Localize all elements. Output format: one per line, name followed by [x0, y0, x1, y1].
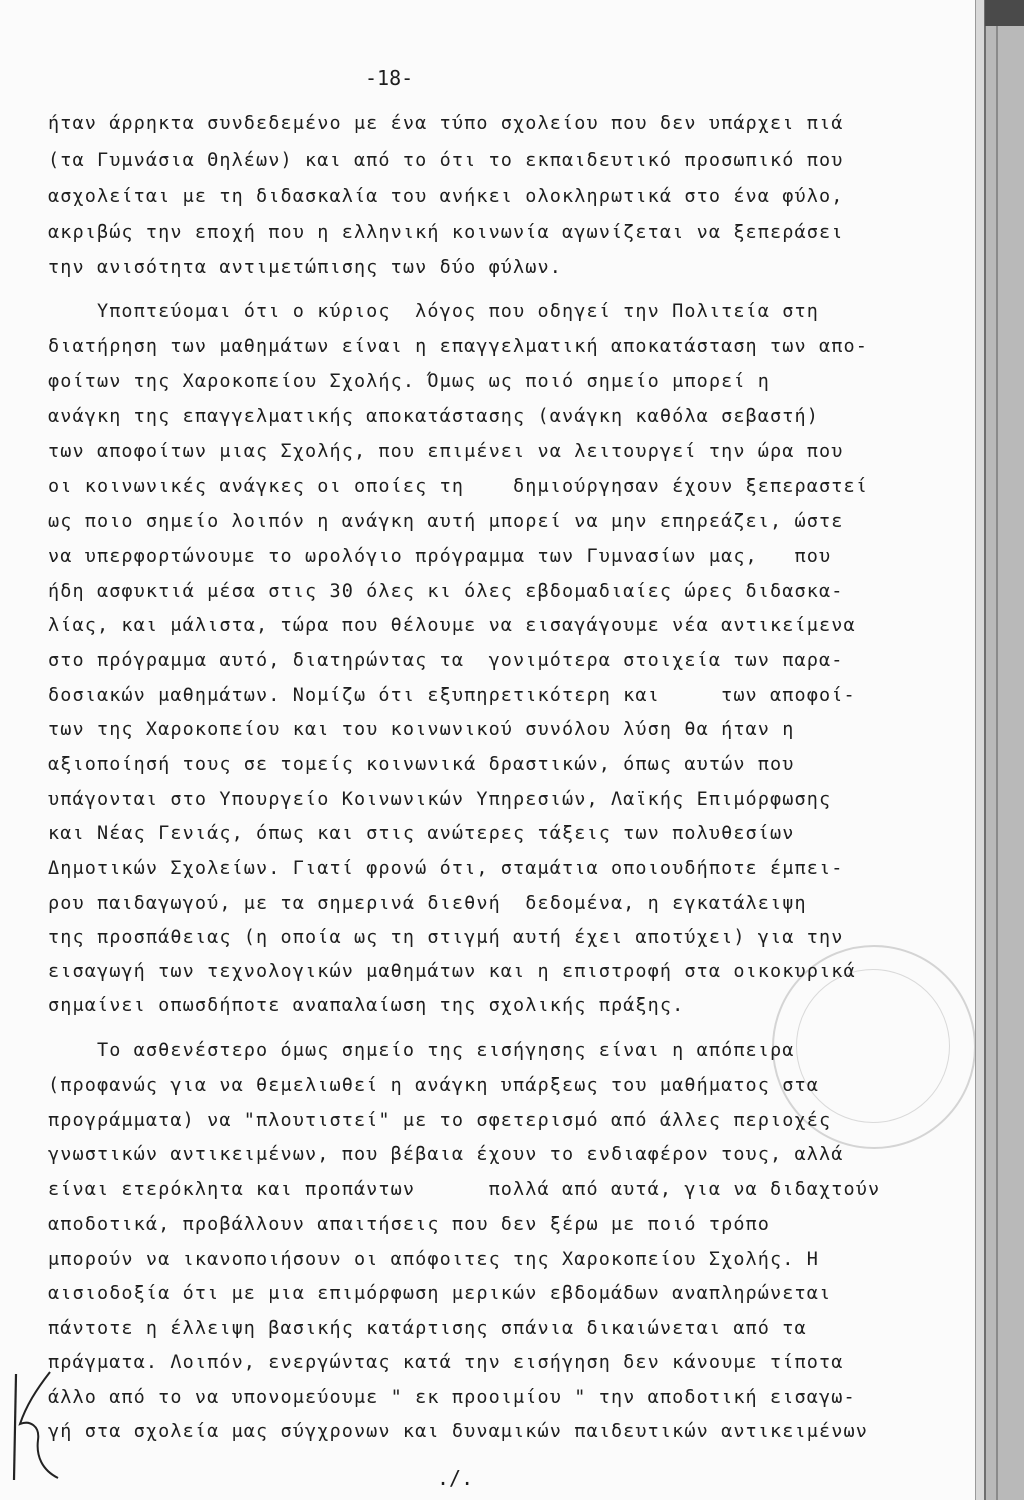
text-line: διατήρηση των μαθημάτων είναι η επαγγελματική αποκατάσταση των απο-	[48, 336, 868, 357]
text-line: ασχολείται με τη διδασκαλία του ανήκει ολοκληρωτικά στο ένα φύλο,	[48, 186, 844, 207]
text-line: φοίτων της Χαροκοπείου Σχολής. Όμως ως ποιό σημείο μπορεί η	[48, 371, 771, 392]
text-line: γή στα σχολεία μας σύγχρονων και δυναμικών παιδευτικών αντικειμένων	[48, 1421, 868, 1442]
text-line: δοσιακών μαθημάτων. Νομίζω ότι εξυπηρετικότερη και των αποφοί-	[48, 685, 856, 706]
text-line: ανάγκη της επαγγελματικής αποκατάστασης (ανάγκη καθόλα σεβαστή)	[48, 406, 819, 427]
binder-corner	[985, 0, 1024, 26]
binder-edge	[984, 0, 1024, 1500]
text-line: ως ποιο σημείο λοιπόν η ανάγκη αυτή μπορεί να μην επηρεάζει, ώστε	[48, 511, 844, 532]
text-line: στο πρόγραμμα αυτό, διατηρώντας τα γονιμότερα στοιχεία των παρα-	[48, 650, 844, 671]
text-line: Δημοτικών Σχολείων. Γιατί φρονώ ότι, σταμάτια οποιουδήποτε έμπει-	[48, 858, 844, 879]
text-line: οι κοινωνικές ανάγκες οι οποίες τη δημιούργησαν έχουν ξεπεραστεί	[48, 476, 868, 497]
text-line: αξιοποίησή τους σε τομείς κοινωνικά δραστικών, όπως αυτών που	[48, 754, 795, 775]
text-line: ήδη ασφυκτιά μέσα στις 30 όλες κι όλες εβδομαδιαίες ώρες διδασκα-	[48, 581, 844, 602]
text-line: αισιοδοξία ότι με μια επιμόρφωση μερικών εβδομάδων αναπληρώνεται	[48, 1283, 832, 1304]
text-line: άλλο από το να υπονομεύουμε " εκ προοιμίου " την αποδοτική εισαγω-	[48, 1387, 856, 1408]
continuation-mark: ./.	[437, 1466, 474, 1490]
page-number: -18-	[365, 66, 414, 90]
text-line: μπορούν να ικανοποιήσουν οι απόφοιτες της Χαροκοπείου Σχολής. Η	[48, 1249, 819, 1270]
text-line: υπάγονται στο Υπουργείο Κοινωνικών Υπηρεσιών, Λαϊκής Επιμόρφωσης	[48, 789, 832, 810]
text-line: ακριβώς την εποχή που η ελληνική κοινωνία αγωνίζεται να ξεπεράσει	[48, 222, 844, 243]
text-line: την ανισότητα αντιμετώπισης των δύο φύλων.	[48, 257, 562, 278]
text-line: των της Χαροκοπείου και του κοινωνικού συνόλου λύση θα ήταν η	[48, 719, 795, 740]
text-line: προγράμματα) να "πλουτιστεί" με το σφετερισμό από άλλες περιοχές	[48, 1110, 832, 1131]
text-line: της προσπάθειας (η οποία ως τη στιγμή αυτή έχει αποτύχει) για την	[48, 927, 844, 948]
text-line: ρου παιδαγωγού, με τα σημερινά διεθνή δεδομένα, η εγκατάλειψη	[48, 893, 807, 914]
text-line: και Νέας Γενιάς, όπως και στις ανώτερες τάξεις των πολυθεσίων	[48, 823, 795, 844]
text-line: λίας, και μάλιστα, τώρα που θέλουμε να εισαγάγουμε νέα αντικείμενα	[48, 615, 856, 636]
text-line: εισαγωγή των τεχνολογικών μαθημάτων και η επιστροφή στα οικοκυρικά	[48, 961, 856, 982]
handwritten-initial-signature	[2, 1368, 62, 1486]
text-line: των αποφοίτων μιας Σχολής, που επιμένει να λειτουργεί την ώρα που	[48, 441, 844, 462]
text-line: να υπερφορτώνουμε το ωρολόγιο πρόγραμμα των Γυμνασίων μας, που	[48, 546, 832, 567]
text-line: ήταν άρρηκτα συνδεδεμένο με ένα τύπο σχολείου που δεν υπάρχει πιά	[48, 113, 844, 134]
text-line: είναι ετερόκλητα και προπάντων πολλά από αυτά, για να διδαχτούν	[48, 1179, 881, 1200]
text-line: γνωστικών αντικειμένων, που βέβαια έχουν το ενδιαφέρον τους, αλλά	[48, 1144, 844, 1165]
text-line: αποδοτικά, προβάλλουν απαιτήσεις που δεν ξέρω με ποιό τρόπο	[48, 1214, 771, 1235]
page-edge	[975, 0, 984, 1500]
text-line: πάντοτε η έλλειψη βασικής κατάρτισης σπάνια δικαιώνεται από τα	[48, 1318, 807, 1339]
text-line: πράγματα. Λοιπόν, ενεργώντας κατά την εισήγηση δεν κάνουμε τίποτα	[48, 1352, 844, 1373]
text-line: (προφανώς για να θεμελιωθεί η ανάγκη υπάρξεως του μαθήματος στα	[48, 1075, 819, 1096]
text-line: (τα Γυμνάσια Θηλέων) και από το ότι το εκπαιδευτικό προσωπικό που	[48, 150, 844, 171]
text-line: Το ασθενέστερο όμως σημείο της εισήγησης είναι η απόπειρα	[48, 1040, 795, 1061]
text-line: Υποπτεύομαι ότι ο κύριος λόγος που οδηγεί την Πολιτεία στη	[48, 301, 819, 322]
text-line: σημαίνει οπωσδήποτε αναπαλαίωση της σχολικής πράξης.	[48, 995, 685, 1016]
